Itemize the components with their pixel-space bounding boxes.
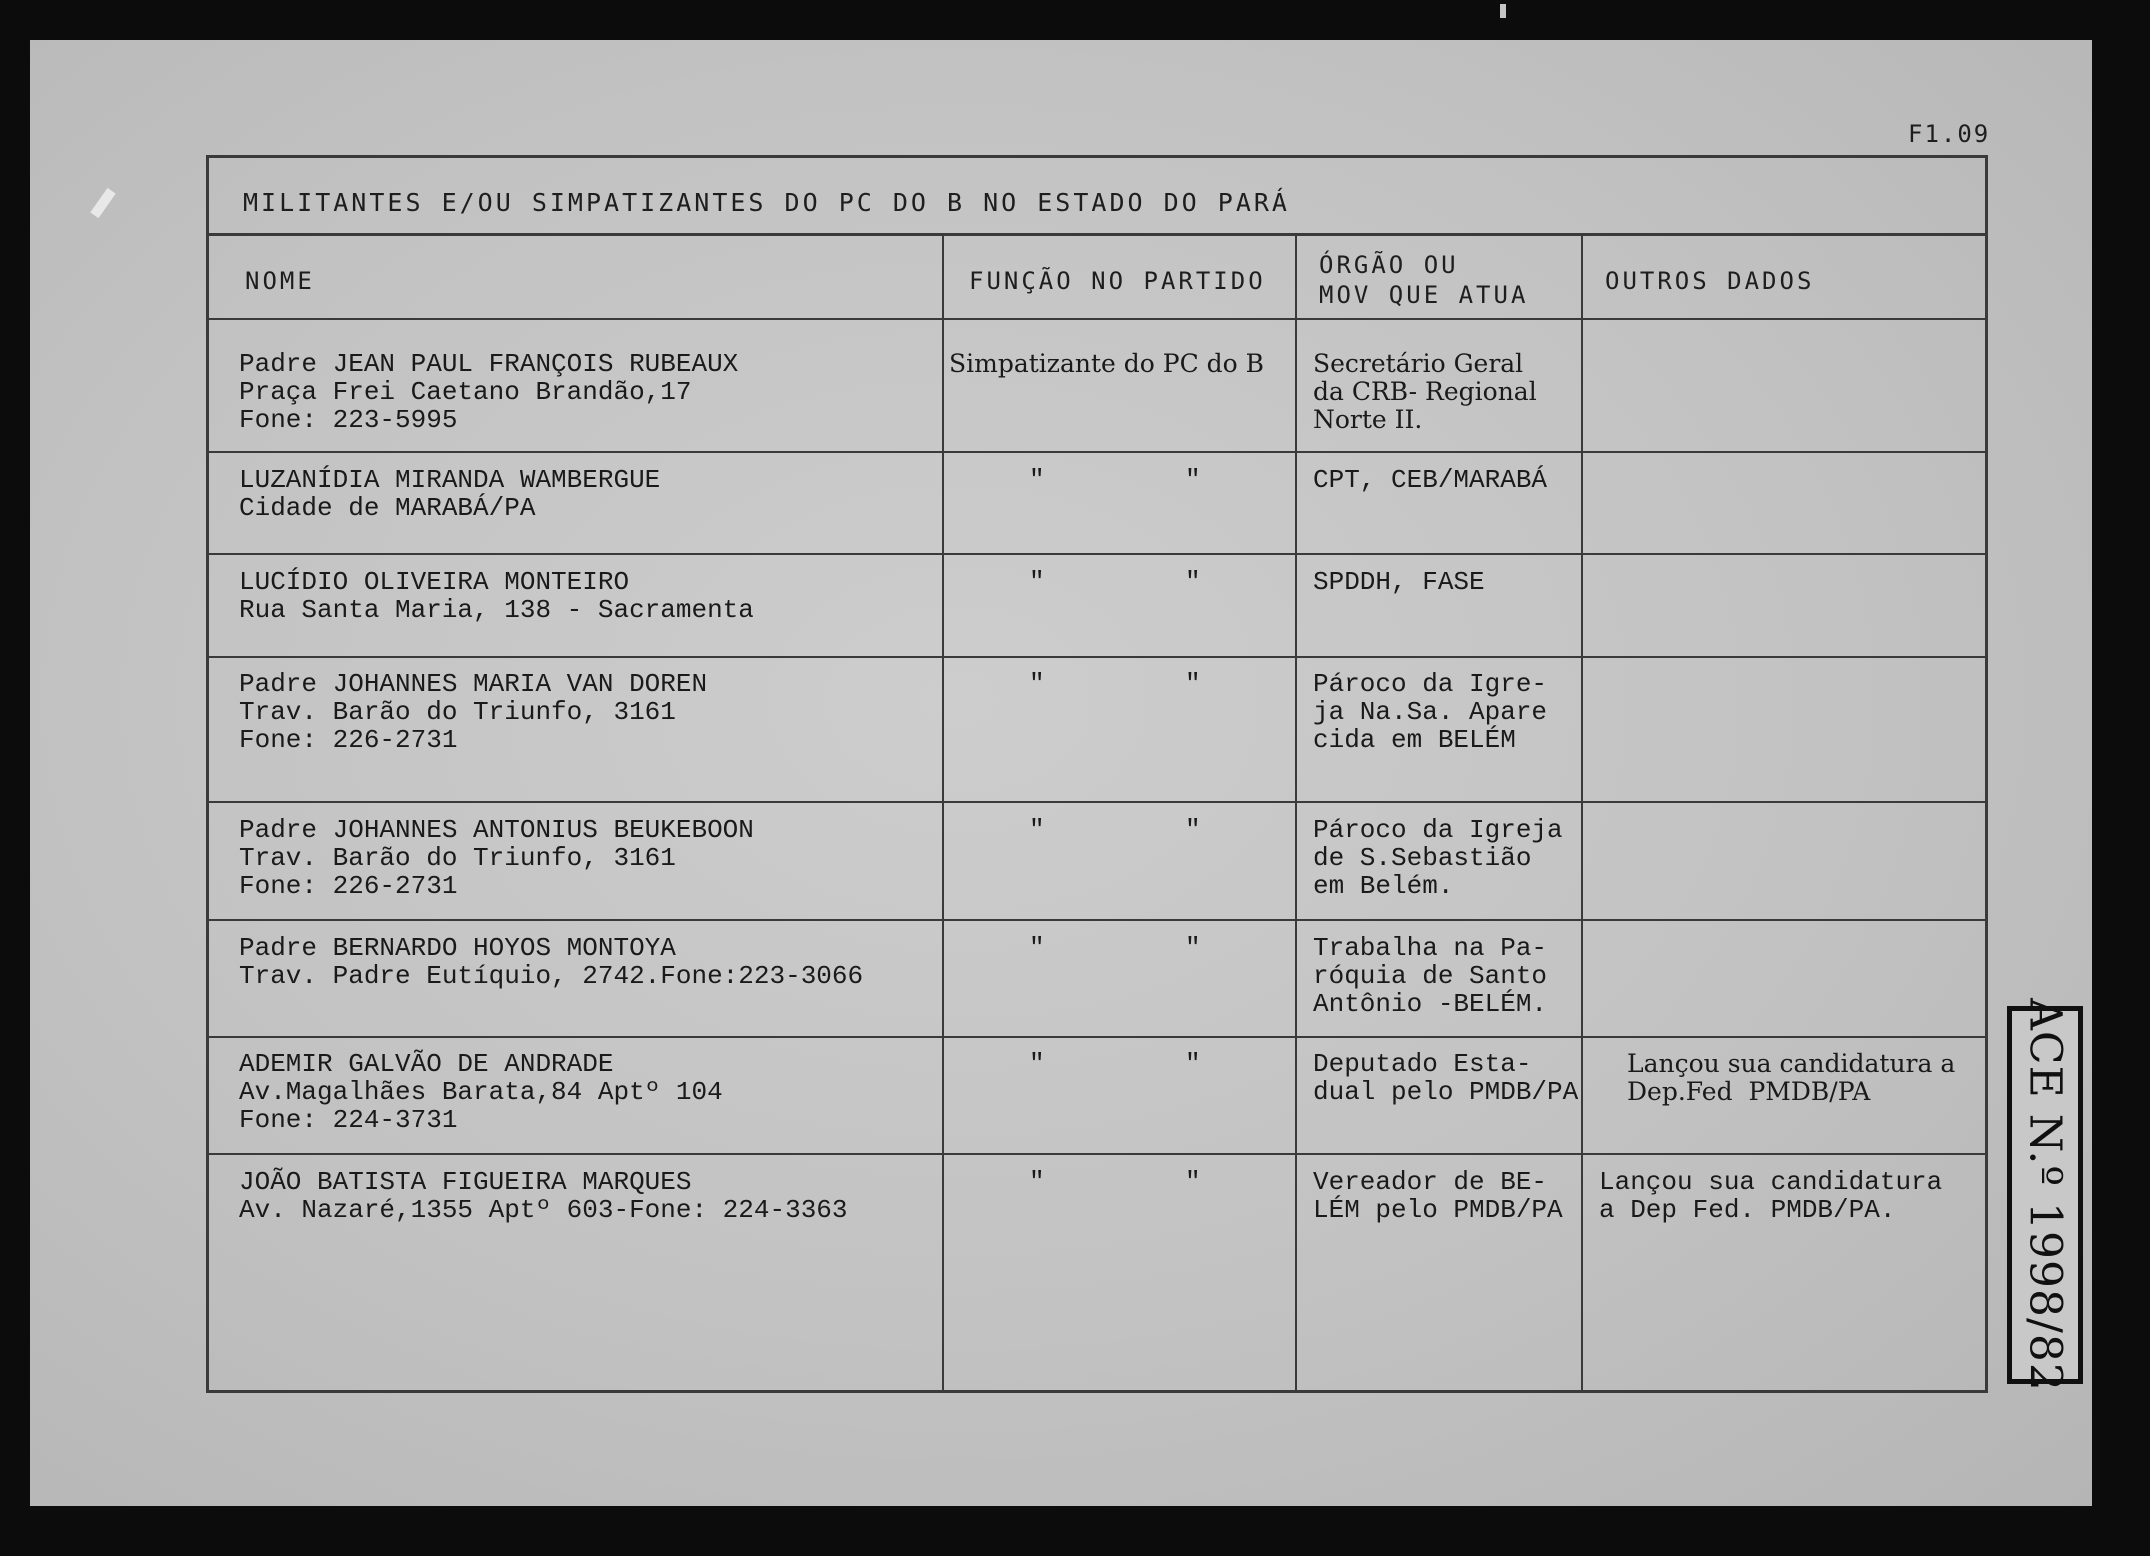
row-4-funcao: " " — [1029, 669, 1201, 699]
row-divider — [209, 553, 1985, 555]
row-2-funcao: " " — [1029, 465, 1201, 495]
row-divider — [209, 656, 1985, 658]
row-divider — [209, 451, 1985, 453]
row-8-outros: Lançou sua candidatura a Dep Fed. PMDB/PA. — [1599, 1167, 1943, 1225]
header-orgao-line2: MOV QUE ATUA — [1319, 281, 1529, 309]
row-divider — [209, 1153, 1985, 1155]
ace-stamp-text: ACE N.º 1998/82 — [2019, 998, 2071, 1392]
row-divider — [209, 318, 1985, 320]
row-divider — [209, 919, 1985, 921]
row-5-orgao: Pároco da Igreja de S.Sebastião em Belém. — [1313, 815, 1563, 901]
column-divider — [1295, 236, 1297, 1390]
row-7-nome: ADEMIR GALVÃO DE ANDRADE Av.Magalhães Barata,84 Aptº 104 Fone: 224-3731 — [239, 1049, 723, 1135]
row-6-nome: Padre BERNARDO HOYOS MONTOYA Trav. Padre Eutíquio, 2742.Fone:223-3066 — [239, 933, 864, 991]
column-divider — [1581, 236, 1583, 1390]
row-divider — [209, 1036, 1985, 1038]
header-funcao: FUNÇÃO NO PARTIDO — [969, 267, 1266, 295]
row-1-orgao: Secretário Geral da CRB- Regional Norte II. — [1313, 349, 1537, 434]
row-8-funcao: " " — [1029, 1167, 1201, 1197]
row-3-orgao: SPDDH, FASE — [1313, 567, 1485, 597]
row-5-funcao: " " — [1029, 815, 1201, 845]
table-title: MILITANTES E/OU SIMPATIZANTES DO PC DO B NO ESTADO DO PARÁ — [243, 188, 1290, 217]
column-divider — [942, 236, 944, 1390]
row-2-orgao: CPT, CEB/MARABÁ — [1313, 465, 1548, 495]
row-8-orgao: Vereador de BE- LÉM pelo PMDB/PA — [1313, 1167, 1563, 1225]
row-7-orgao: Deputado Esta- dual pelo PMDB/PA — [1313, 1049, 1579, 1107]
row-1-funcao: Simpatizante do PC do B — [949, 349, 1265, 378]
row-2-nome: LUZANÍDIA MIRANDA WAMBERGUE Cidade de MARABÁ/PA — [239, 465, 661, 523]
header-outros: OUTROS DADOS — [1605, 267, 1815, 295]
folio-number: F1.09 — [1908, 120, 1991, 148]
row-7-funcao: " " — [1029, 1049, 1201, 1079]
header-nome: NOME — [245, 267, 315, 295]
row-5-nome: Padre JOHANNES ANTONIUS BEUKEBOON Trav. Barão do Triunfo, 3161 Fone: 226-2731 — [239, 815, 754, 901]
row-3-funcao: " " — [1029, 567, 1201, 597]
row-1-nome: Padre JEAN PAUL FRANÇOIS RUBEAUX Praça Frei Caetano Brandão,17 Fone: 223-5995 — [239, 349, 739, 435]
table-title-row — [209, 158, 1985, 236]
row-4-orgao: Pároco da Igre- ja Na.Sa. Apare cida em BELÉM — [1313, 669, 1548, 755]
row-8-nome: JOÃO BATISTA FIGUEIRA MARQUES Av. Nazaré,1355 Aptº 603-Fone: 224-3363 — [239, 1167, 848, 1225]
row-6-funcao: " " — [1029, 933, 1201, 963]
header-orgao-line1: ÓRGÃO OU — [1319, 251, 1459, 279]
militants-table — [206, 155, 1988, 1393]
ace-stamp — [2007, 998, 2083, 1392]
scan-speck — [1500, 4, 1506, 18]
row-3-nome: LUCÍDIO OLIVEIRA MONTEIRO Rua Santa Maria, 138 - Sacramenta — [239, 567, 754, 625]
row-divider — [209, 801, 1985, 803]
row-7-outros: Lançou sua candidatura a Dep.Fed PMDB/PA — [1627, 1049, 1956, 1106]
row-6-orgao: Trabalha na Pa- róquia de Santo Antônio -BELÉM. — [1313, 933, 1548, 1019]
row-4-nome: Padre JOHANNES MARIA VAN DOREN Trav. Barão do Triunfo, 3161 Fone: 226-2731 — [239, 669, 708, 755]
